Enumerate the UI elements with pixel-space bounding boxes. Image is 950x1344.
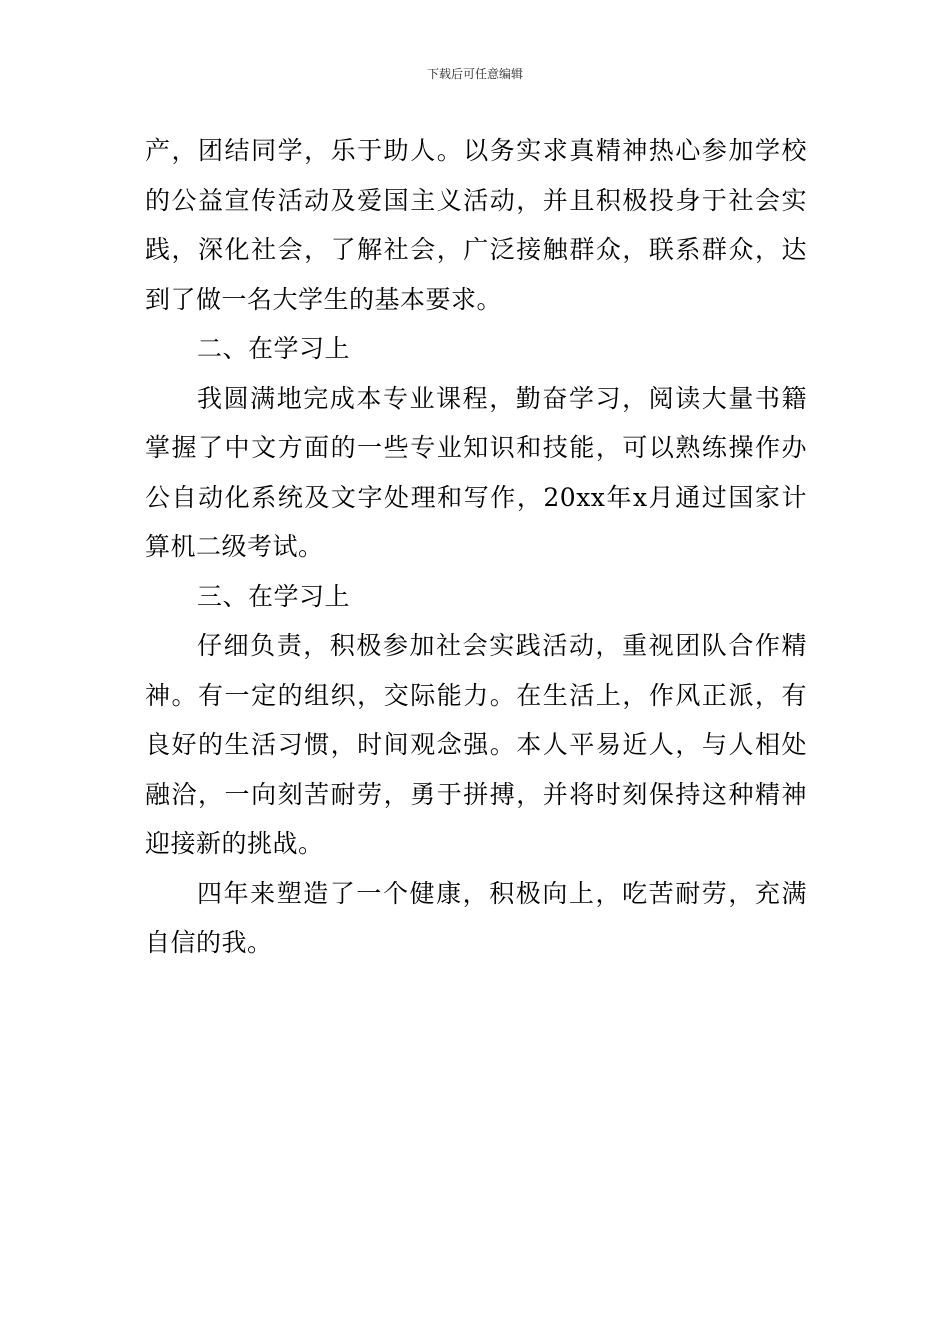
paragraph-work-life: 仔细负责，积极参加社会实践活动，重视团队合作精神。有一定的组织，交际能力。在生活上，作风正派，有良好的生活习惯，时间观念强。本人平易近人，与人相处融洽，一向刻苦耐劳，勇于拼搏，并将时刻保持这种精神迎接新的挑战。 — [145, 631, 807, 858]
paragraph-summary: 四年来塑造了一个健康，积极向上，吃苦耐劳，充满自信的我。 — [145, 878, 807, 957]
section-heading-study: 二、在学习上 — [197, 334, 351, 363]
page-header-note: 下载后可任意编辑 — [426, 67, 523, 81]
document-body — [145, 126, 807, 968]
paragraph-study: 我圆满地完成本专业课程，勤奋学习，阅读大量书籍掌握了中文方面的一些专业知识和技能，可以熟练操作办公自动化系统及文字处理和写作，20xx年x月通过国家计算机二级考试。 — [145, 383, 807, 561]
paragraph-continuation: 产，团结同学，乐于助人。以务实求真精神热心参加学校的公益宣传活动及爱国主义活动，并且积极投身于社会实践，深化社会，了解社会，广泛接触群众，联系群众，达到了做一名大学生的基本要求。 — [145, 136, 807, 314]
section-heading-study-2: 三、在学习上 — [197, 581, 351, 611]
